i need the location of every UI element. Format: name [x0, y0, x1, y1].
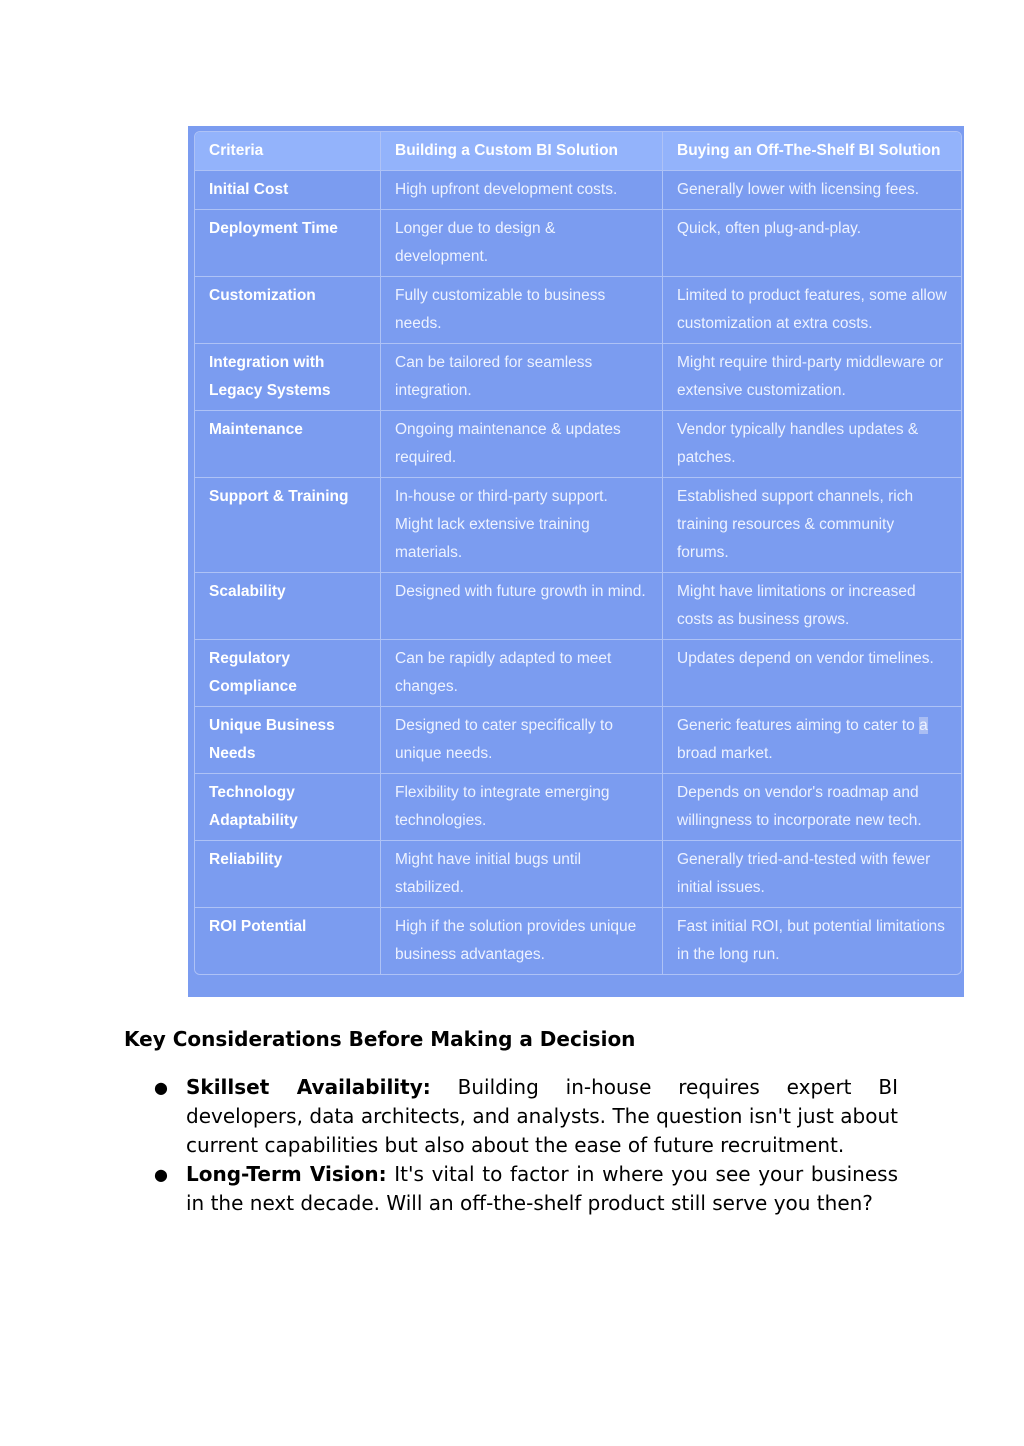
table-row: [195, 210, 961, 277]
section-heading: Key Considerations Before Making a Decision: [124, 1027, 636, 1051]
header-criteria: Criteria: [195, 132, 381, 171]
header-build: Building a Custom BI Solution: [381, 132, 663, 171]
list-item: [154, 1073, 898, 1160]
list-item-term: Skillset Availability:: [186, 1075, 431, 1099]
buy-cell: Might require third-party middleware or extensive customization.: [663, 344, 961, 411]
build-cell: Might have initial bugs until stabilized.: [381, 841, 663, 908]
criteria-cell: ROI Potential: [195, 908, 381, 974]
criteria-cell: Customization: [195, 277, 381, 344]
table-row: [195, 841, 961, 908]
build-cell: Flexibility to integrate emerging technologies.: [381, 774, 663, 841]
criteria-cell: Regulatory Compliance: [195, 640, 381, 707]
buy-cell: Generally lower with licensing fees.: [663, 171, 961, 210]
buy-cell: Generally tried-and-tested with fewer initial issues.: [663, 841, 961, 908]
table-row: [195, 478, 961, 573]
comparison-table-image: [188, 126, 964, 997]
build-cell: Fully customizable to business needs.: [381, 277, 663, 344]
buy-cell: [663, 707, 961, 774]
table-header-row: [195, 132, 961, 171]
text-selection-highlight: a: [919, 717, 928, 734]
buy-cell: Fast initial ROI, but potential limitations in the long run.: [663, 908, 961, 974]
build-cell: High upfront development costs.: [381, 171, 663, 210]
buy-cell: Limited to product features, some allow customization at extra costs.: [663, 277, 961, 344]
criteria-cell: Integration with Legacy Systems: [195, 344, 381, 411]
buy-cell: Updates depend on vendor timelines.: [663, 640, 961, 707]
criteria-cell: Support & Training: [195, 478, 381, 573]
build-cell: Designed with future growth in mind.: [381, 573, 663, 640]
list-item-text: Building in-house requires expert BI developers, data architects, and analysts. The question isn't just about current capabilities but also about the ease of future recruitment.: [186, 1075, 898, 1157]
list-item-text: It's vital to factor in where you see your business in the next decade. Will an off-the-shelf product still serve you then?: [186, 1162, 898, 1215]
buy-cell: Might have limitations or increased costs as business grows.: [663, 573, 961, 640]
buy-cell: Vendor typically handles updates & patches.: [663, 411, 961, 478]
buy-cell-text-before: Generic features aiming to cater to: [677, 717, 920, 734]
criteria-cell: Reliability: [195, 841, 381, 908]
list-item-term: Long-Term Vision:: [186, 1162, 387, 1186]
criteria-cell: Initial Cost: [195, 171, 381, 210]
header-buy: Buying an Off-The-Shelf BI Solution: [663, 132, 961, 171]
build-cell: High if the solution provides unique business advantages.: [381, 908, 663, 974]
table-row: [195, 171, 961, 210]
build-vs-buy-comparison-table: [194, 131, 962, 975]
criteria-cell: Unique Business Needs: [195, 707, 381, 774]
build-cell: In-house or third-party support. Might lack extensive training materials.: [381, 478, 663, 573]
list-item: [154, 1160, 898, 1218]
bullet-icon: ●: [154, 1165, 168, 1184]
table-row: [195, 573, 961, 640]
table-row: [195, 640, 961, 707]
table-row: [195, 908, 961, 974]
build-cell: Designed to cater specifically to unique needs.: [381, 707, 663, 774]
build-cell: Ongoing maintenance & updates required.: [381, 411, 663, 478]
table-row: [195, 344, 961, 411]
build-cell: Can be rapidly adapted to meet changes.: [381, 640, 663, 707]
buy-cell-text-after: broad market.: [677, 745, 773, 762]
build-cell: Longer due to design & development.: [381, 210, 663, 277]
buy-cell: Depends on vendor's roadmap and willingness to incorporate new tech.: [663, 774, 961, 841]
criteria-cell: Scalability: [195, 573, 381, 640]
build-cell: Can be tailored for seamless integration.: [381, 344, 663, 411]
bullet-icon: ●: [154, 1078, 168, 1097]
considerations-list: [154, 1073, 898, 1218]
table-row: [195, 707, 961, 774]
buy-cell: Established support channels, rich training resources & community forums.: [663, 478, 961, 573]
table-row: [195, 411, 961, 478]
table-row: [195, 774, 961, 841]
buy-cell: Quick, often plug-and-play.: [663, 210, 961, 277]
criteria-cell: Maintenance: [195, 411, 381, 478]
criteria-cell: Technology Adaptability: [195, 774, 381, 841]
criteria-cell: Deployment Time: [195, 210, 381, 277]
table-row: [195, 277, 961, 344]
